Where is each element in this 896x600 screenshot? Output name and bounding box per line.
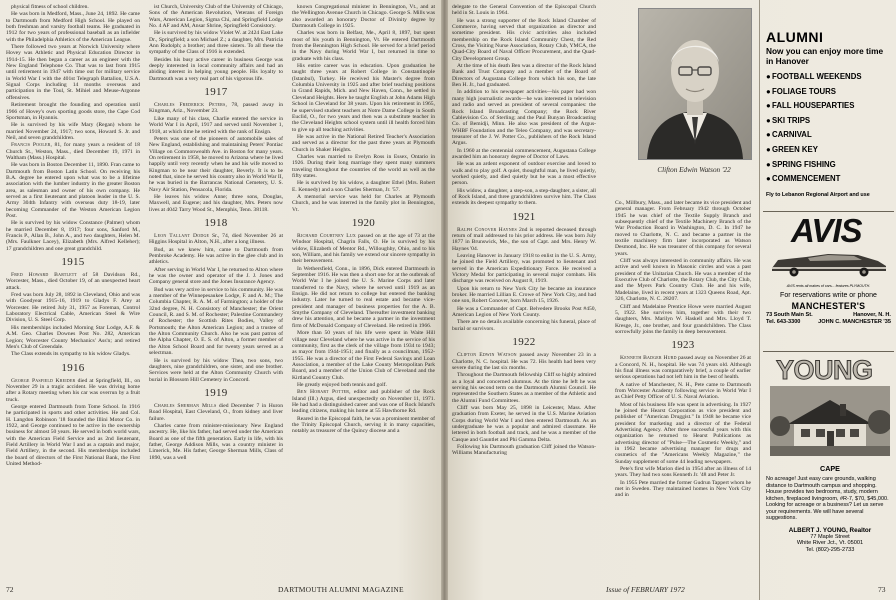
young-phone: Tel. (802)-295-2733 [805,546,855,553]
paragraph [149,4,283,29]
class-year-heading: 1920 [351,217,376,229]
paragraph [292,134,435,153]
photo-caption: Clifton Edwin Watson '22 [657,166,731,174]
paragraph-text: The Class extends its sympathy to his widow Gladys. [11,351,131,358]
paragraph [615,355,751,380]
paragraph-text: He is survived by his widow Violet W. at 2424 East Lake Dr., Springfield; a son Michael Z.; a daughter, Mrs. Patricia Ann Rudolph; a brother; and three sisters. To all these the sympathy of the Class of 1916 is extended. [149,30,283,56]
paragraph [292,154,435,179]
ad-alumni-list [766,70,891,187]
bullet-icon: ● [766,174,771,184]
paragraph-text: He is survived by his widow Constance (Palmer) whom he married December 8, 1917; four sons, Sanford M., Francis P., Allan B., John A., and two daughters, Helen M. (Mrs. Faulkner Lacey), Elizabeth (Mrs. Alfred Kelleher); 17 grandchildren and one great grandchild. [6,220,140,252]
paragraph [452,89,596,146]
paragraph [6,404,140,467]
paragraph [6,220,140,252]
paragraph-text: At the time of his death Ben was a director of the Rock Island Bank and Trust Company and a member of the Board of Directors of Augustana College from which his son, the late Ben H. Jr., had graduated. [452,63,596,89]
column-right-2 [615,200,751,592]
paragraph-text: More than 50 years of his life were spent in Waite Hill village near Cleveland where he was active in the service of his community, first as the clerk of the village from 1934 to 1943; as mayor from 1944-1951; and finally as a councilman, 1952-1955. He was a director of the First Federal Savings and Loan Association, a member of the Lake County Metropolitan Park Board, and a member of the Union Club of Cleveland and the Kirtland Country Club. [292,330,435,381]
alumni-travel-ad [766,29,891,211]
paragraph-text: known Congregational minister in Bennington, Vt., and at the Wellington Avenue Church in Chicago. George S. Mills was also awarded an honorary Doctor of Divinity degree by Dartmouth College in 1925. [292,4,435,30]
paragraph [292,194,435,213]
paragraph-text: Most of his business life was spent in advertising. In 1927 he joined the Hearst Corporation as vice president and publisher of "American Druggist." In 1948 he became vice president for marketing and a director of the Federal Advertising Agency. After three successful years with this organization he returned to Hearst Publications as advertising director of "Pulse—The Cosmetic Weekly," and in 1962 became advertising manager for drugs and cosmetics of the "Americans Weekly Magazine," the Sunday supplement of some 44 leading newspapers. [615,401,751,465]
paragraph-text: He was active in the National Retired Teacher's Association and served as a director for the past three years at Plymouth Church in Shaker Heights. [292,133,435,153]
paragraph [452,444,596,457]
young-logo: YOUNG [776,355,873,385]
paragraph-text: His widow, a daughter, a step-son, a step-daughter, a sister, all of Rock Island, and three grandchildren survive him. The Class extends its deepest sympathy to them. [452,187,596,207]
paragraph-text: There are no details available concerning his funeral, place of burial or survivors. [452,319,596,332]
paragraph-text: Upon his return to New York City he became an insurance broker. He married Lillian E. Crowe of New York City, and had one son, Robert Conover, born March 15, 1926. [452,285,596,305]
class-year-heading: 1919 [204,386,228,399]
paragraph-text: Besides his busy active career in business George was deeply interested in local community affairs and had an abiding interest in helping young people. His loyalty to Dartmouth was a very real part of his vigorous life. [149,56,283,82]
bullet-icon: ● [766,115,771,125]
paragraph-text: In Wethersfield, Conn., in 1896, Dick entered Dartmouth in September 1916. He was then a short one for at the outbreak of World War I he joined the U. S. Marine Corps and later transferred to the Navy, where he served until 1919 as an Ensign. He did not return to college but entered the banking industry. Later he turned to real estate and became vice-president and manager of business properties for the A. B. Smythe Company of Cleveland. Thereafter investment banking drew his attention, and he became a partner in the investment firm of McDonald Company of Cleveland. He retired in 1966. [292,265,435,329]
obituary-name: Fred Howard Bartlett [11,272,78,279]
paragraph [292,266,435,329]
magazine-title: DARTMOUTH ALUMNI MAGAZINE [278,585,404,594]
class-year-heading: 1923 [671,339,695,352]
paragraph-text: Pete's first wife Marion died in 1954 after an illness of 14 years. They had two sons Kenneth Jr. '48 and Peter Jr. [615,466,751,479]
class-year-heading: 1916 [61,361,85,374]
paragraph [292,4,435,29]
obituary-name: Charles Sherman Mills [154,402,217,409]
paragraph-text: Charles was born in Belfast, Me., April 8, 1897, but spent most of his youth in Bennington, Vt. He entered Dartmouth from the Bennington High School. He served for a brief period in the Navy during World War I, but returned in time to graduate with his class. [292,30,435,62]
page-number-left: 72 [6,585,14,594]
paragraph [615,480,751,499]
house-illustration [770,386,890,456]
obituary-name: Clifton Edwin Watson [457,352,517,359]
bullet-icon: ● [766,130,771,140]
paragraph-text: Co., Millbury, Mass., and later became its vice president and general manager. From February 1942 through October 1945 he was chief of the Textile Supply Branch and subsequently chief of the Textile Machinery Branch of the War Production Board in Washington, D. C. In 1947 he moved to Charlotte, N. C. and became a partner in the textile machinery firm later incorporated as Watson Desmond, Inc. He was treasurer of this company for several years. [615,200,751,257]
paragraph-text: In 1955 Pete married the former Gudrun Tappert whom he met in Sweden. They maintained homes in New York City and in [615,479,751,499]
paragraph [452,188,596,207]
paragraph [292,416,435,435]
list-item: ●FALL HOUSEPARTIES [766,99,891,114]
paragraph-text: delegate to the General Convention of the Episcopal Church held in St. Louis in 1964. [452,4,596,17]
paragraph-text: Cliff and Madelaine Prentice Howe were married August 5, 1922. She survives him, together with their two daughters, Mrs. Marilyn W. Haskell and Mrs. Lloyd T. Kresge, Jr., one brother, and four grandchildren. The Class sorrowfully joins the family in deep bereavement. [615,303,751,335]
paragraph-text: In addition to his newspaper activities—his paper had won many high journalistic awards—he was interested in television and radio and served as president of several companies: the Rock Island Broadcasting Company; the Rock River Cablevision Co. of Sterling; and the Paul Bunyan Broadcasting Co. of Bemidji, Minn. He also was president of the Argus-WHBF Foundation and the Teleo Company, and was secretary-treasurer of the J. W. Potter Co., publishers of the Rock Island Argus. [452,89,596,147]
obituary-name: Richard Courtney Lux [297,233,357,239]
paragraph [6,142,140,161]
paragraph-text: He is survived by his widow, a daughter Ethel (Mrs. Robert E. Kennedy) and a son Charles Sherman, Jr. '57. [292,180,435,193]
paragraph [615,466,751,479]
advertisement-column [759,0,896,600]
page-number-right: 73 [878,585,886,594]
paragraph-text: He is survived by his wife Mary (Regan) whom he married November 24, 1917; two sons, Howard S. Jr. and Neil, and seven grandchildren. [6,122,140,141]
column-left-2 [149,4,283,582]
paragraph-text: He leaves his widow Anne; three sons, Douglas, Maxwell, and Eugene; and his daughter, Mrs. Peters now lives at 4042 Tarry Wood St., Memphis, Tenn. 38118. [149,193,283,213]
paragraph-text: Fred was born July 28, 1892 in Cleveland, Ohio and was with Goodyear 1915-16, 1919 to Gladys F. Arey at Worcester. He retired July 31, 1957 as Foreman, Control Laboratory Electrical Cable, American Steel & Wire Division, U. S. Steel Corp. [6,292,140,324]
obituary-name: Kenneth Badger Hurd [620,355,677,362]
paragraph-text: died at Springfield, Ill., on November 29 in a tragic accident. He was driving home after a Rotary meeting when his car was overrun by a fruit truck. [6,377,140,403]
paragraph [6,11,140,43]
paragraph-text: He was born in Medford, Mass., June 24, 1892. He came to Dartmouth from Medford High School. He played on both freshman and varsity football teams. He graduated in 1912 for two years of professional baseball as an infielder with the Philadelphia Athletics of the American League. [6,11,140,43]
paragraph [6,162,140,219]
ad-alumni-title: ALUMNI [766,29,824,45]
paragraph [452,4,596,17]
paragraph-text: A native of Manchester, N. H., Pete came to Dartmouth from Worcester Academy following service in World War I as Chief Petty Officer of U. S. Naval Aviation. [615,381,751,401]
bullet-icon: ● [766,144,771,154]
paragraph-text: He was born in Boston December 11, 1890. Fran came to Dartmouth from Boston Latin School. On receiving his B.A. degree he entered upon what was to be a lifetime association with the lumber industry in the greater Boston area, as salesman and owner of his own company. He served as a first lieutenant and platoon leader in the U. S. Army 304th Infantry with overseas duty 18-19, later becoming Commander of the Weston American Legion Post. [6,162,140,219]
paragraph [292,389,435,414]
paragraph-text: Cliff was always interested in community affairs. He was active and well known in Masonic circles and was a past president of the Unitarian Church. He was a member of the Executive Club of Charlotte, the Rotary Club, the City Club, and the Myers Park Country Club. He and his wife, Madelaine, lived in recent years at 1323 Queens Road, Apt. 326, Charlotte, N. C. 28207. [615,258,751,303]
paragraph [452,161,596,186]
class-year-heading: 1915 [61,256,85,269]
paragraph-text: 78, passed away in Kingman, Ariz., November 23. [149,102,283,115]
portrait-photo [638,8,752,160]
paragraph-text: There followed two years at Norwich University where Hovey was Athletic and Physical Education Director in 1914-15. He then began a career as an engineer with the New England Telephone Co. That was to last from 1915 until retirement in 1947 with time out for military service in World War I with the 401st Telegraph Battalion, U.S.A. Signal Corps including 14 months overseas and participation in the Toul, St. Mihiel and Meuse-Argonne offensives. [6,44,140,101]
list-item: ●SPRING FISHING [766,158,891,173]
paragraph [452,253,596,285]
paragraph-text: Reared in the Episcopal faith, he was a prominent member of the Trinity Episcopal Church, serving it in many capacities, notably as treasurer of the Quincy diocese and a [292,415,435,435]
paragraph [6,272,140,291]
paragraph-text: Sr., 74, died November 26 at Higgins Hospital in Alton, N.H., after a long illness. [149,232,283,246]
paragraph-text: In 1960 at the centennial commencement, Augustana College awarded him an honorary degree of Doctor of Laws. [452,147,596,160]
paragraph-text: His entire career was in education. Upon graduation he taught three years at Robert College in Constantinople (Istanbul), Turkey. He received his Master's degree from Columbia University in 1925 and after brief teaching positions in Grand Rapids, Mich. and New Haven, Conn., he settled in Cleveland Heights. Here he taught English at John Adams High School in Cleveland for 38 years. Upon his retirement in 1965, he supervised student teachers at Notre Dame College in South Euclid, O., for two years and then was a substitute teacher in the Cleveland Heights school system until ill health forced him to give up all teaching activities. [292,63,435,133]
avis-reservations: For reservations write or phone [780,292,877,299]
paragraph-text: He was a strong supporter of the Rock Island Chamber of Commerce, having served that organization as director and sometime president. His civic activities also included membership on the Rock Island Community Chest, the Red Cross, the Visiting Nurse Association, Rotary Club, YMCA, the Quad-City Board of Naval Officer Procurement, and the Quad-City Development Group. [452,17,596,62]
list-item: ●FOOTBALL WEEKENDS [766,70,891,85]
paragraph-text: Bud, as we knew him, came to Dartmouth from Pembroke Academy. He was active in the glee club and in athletics. [149,246,283,266]
paragraph-text: Throughout the Dartmouth fellowship Cliff so highly admired as a loyal and concerned alumnus. At the time he left he was serving his second term on the Dartmouth Alumni Council. He represented the Southern States as a member of the Athletic and the Alumni Fund Committees. [452,372,596,404]
class-year-heading: 1921 [512,210,536,223]
paragraph [452,63,596,88]
avis-fine-print: AVIS rents all makes of cars... features PLYMOUTH. [786,284,871,288]
young-realty-ad [766,356,894,600]
young-realtor-name: ALBERT J. YOUNG, Realtor [788,526,872,534]
portrait-illustration [639,9,751,159]
obituary-name: Ralph Conover Haynes [457,226,517,233]
obituary-name: Charles Frederick Peters, [154,102,228,109]
list-item: ●SKI TRIPS [766,114,891,129]
paragraph [149,287,283,357]
paragraph [6,44,140,101]
paragraph [149,30,283,55]
paragraph-text: Like many of his class, Charlie entered the service in World War I in April, 1917 and served until November 1, 1918, at which time he retired with the rank of Ensign. [149,115,283,135]
paragraph [292,330,435,381]
car-illustration [766,248,891,278]
paragraph [452,372,596,404]
paragraph-text: A memorial service was held for Charles at Plymouth Church, and he was interred in the family plot in Bennington, Vt. [292,193,435,213]
avis-address [766,312,891,318]
paragraph-text: physical fitness of school children. [11,4,89,10]
obituary-name: Ben Hobart Potter, [297,389,351,396]
paragraph-text: 81, for many years a resident of 18 Church St., Weston, Mass., died December 19, 1971 in Waltham (Mass.) Hospital. [6,142,140,161]
paragraph-text: Bud was very active in service to his community. He was a member of the Winnepesaukee Lodge, F. and A. M.; The Columbia Chapter, R. A. M. of Farmington; a holder of the 32nd degree, N. H. Consistory of Manchester; the Orient Council, R. and S. M. of Rochester; Palestine Commandery of Rochester; the Scottish Rites Bodies, Valley of Portsmouth; the Alton American Legion; and a trustee of the Alton Community Church. Also he was past patron of the Alpha Chapter, O. E. S. of Alton, a former member of the Alton School Board and for twenty years served as a selectman. [149,286,283,357]
paragraph [149,403,283,422]
young-description: No acreage! Just easy care grounds, walking distance to Dartmouth campus and shopping. House provides two bedrooms, study, modern kitchen, fireplaced livingroom, #R-7, $70, $45,000. Looking for acreage or a business? Let us serve your requirements. We will have several suggestions. [766,476,889,521]
paragraph [615,200,751,257]
paragraph [6,102,140,121]
paragraph [452,18,596,62]
paragraph [6,378,140,403]
gutter [441,0,448,600]
column-right-1 [452,4,596,582]
paragraph [452,227,596,252]
list-item: ●COMMENCEMENT [766,172,891,187]
bullet-icon: ● [766,86,771,96]
paragraph [452,148,596,161]
paragraph [6,351,140,357]
paragraph-text: passed away November 23 in a Charlotte, N. C. hospital. He was 72. His health had been very severe during the last six months. [452,352,596,371]
paragraph [292,63,435,133]
paragraph-text: Charles came from minister-missionary New England ancestry. He, like his father, had served under the American Board as one of the fifth generation. Early in life, with his father, George Addison Mills, was a country minister in Limerick, Me. His father, George Sherman Mills, Class of 1890, was a well [149,422,283,461]
paragraph [149,358,283,383]
paragraph-text: He was an ardent exponent of outdoor exercise and loved to walk and to play golf. A quiet, thoughtful man, he lived quietly, worked quietly, and died quietly but he was a most effective person. [452,161,596,187]
ad-alumni-subtitle: Now you can enjoy more time in Hanover [766,46,884,66]
bullet-icon: ● [766,159,771,169]
column-left-1 [6,4,140,582]
paragraph-text: He greatly enjoyed both tennis and golf. [297,381,387,388]
obituary-name: Leon Tallant Dodge [154,232,210,239]
paragraph-text: George entered Dartmouth from Tome School. In 1916 he participated in sports and other activities. He and Col. H. Langdon Robinson '18 founded the Illini Motor Co. in 1922, and George continued to be active in the ownership business for almost 50 years. He served in both world wars, with the American Field Service and as 2nd lieutenant, Field Artillery in World War I and as a captain and major, Field Artillery, in the second. His memberships included the board of directors of the First National Bank, the First United Method- [6,403,140,467]
paragraph [6,122,140,141]
column-left-3 [292,4,435,582]
paragraph-text: Following his Dartmouth graduation Cliff joined the Watson-Williams Manufacturing [452,443,596,457]
paragraph [615,258,751,302]
class-year-heading: 1918 [204,216,228,229]
paragraph [452,286,596,305]
paragraph [149,116,283,135]
ad-divider [763,351,894,352]
paragraph-text: Retirement brought the founding and operation until 1966 of Hovey's own sporting goods store, the Cape Cod Sportsman, in Hyannis. [6,102,140,121]
paragraph [149,136,283,193]
paragraph [149,267,283,286]
paragraph [149,102,283,115]
avis-phone: Tel. 643-3300 [766,319,801,325]
paragraph [292,382,435,388]
paragraph [292,233,435,265]
list-item: ●CARNIVAL [766,128,891,143]
obituary-name: George Pasfield Kreider [11,377,76,384]
paragraph [6,4,140,10]
paragraph [292,30,435,62]
paragraph-text: died December 7 in Huron Road Hospital, East Cleveland, O., from kidney and liver failure. [149,402,283,422]
paragraph [452,319,596,332]
paragraph [149,194,283,213]
paragraph-text: Leaving Hanover in January 1918 to enlist in the U. S. Army, he joined the Field Artillery, was promoted to lieutenant and served in the American Expeditionary Force. He received a Victory Medal for participating in several major combats. His discharge was received on August 8, 1919. [452,253,596,285]
bullet-icon: ● [766,101,771,111]
paragraph-text: ist Church, University Club of the University of Chicago, Sons of the American Revolution, Veterans of Foreign Wars, American Legion, Sigma Chi, and Springfield Lodge No. 4 AF and AM, Ansar Shrine, Springfield Consistory. [149,4,283,30]
left-page [0,0,441,600]
paragraph-text: Peters was one of the pioneers of automobile sales of New England, establishing and maintaining Peters' Pontiac Village on Commonwealth Ave. in Boston for many years. On retirement in 1958, he moved to Arizona where he lived happily until very recently when he and his wife moved to Kingman to be near their daughter, Beverly. It is to be noted that, since he served his country also in World War II, he was buried in the Barrancas National Cemetery, U. S. Navy Air Station, Pensacola, Florida. [149,135,283,193]
paragraph-text: Cliff was born May 25, 1898 in Leicester, Mass. After graduation from Exeter, he served in the U.S. Marine Aviation Corps during World War I and then entered Dartmouth. As an undergraduate he was a popular and admired classmate. He lettered in both football and track, and he was a member of the Casque and Gauntlet and Phi Gamma Delta. [452,404,596,443]
avis-ad [766,214,891,346]
class-year-heading: 1922 [512,336,536,349]
avis-street: 73 South Main St. [766,312,813,318]
paragraph-text: His memberships included Morning Star Lodge, A.F. & A.M. Geo. Charles Downes Post No. 282, American Legion; Worcester County Mechanics' Ass'n; and retired Men's Club of Greendale. [6,324,140,350]
avis-town: Hanover, N. H. [853,312,891,318]
young-address-1: 77 Maple Street [810,533,850,540]
paragraph-text: Charles was married to Evelyn Ross in Essex, Ontario in 1926. During their long marriage they spent many summers traveling throughout the countries of the world as well as the fifty states. [292,153,435,179]
young-address-2: White River Jct., Vt. 05001 [796,540,864,546]
paragraph-text: He was a Commander of Capt. Belvedere Brooks Post #450, American Legion of New York County. [452,305,596,319]
bullet-icon: ● [766,72,771,81]
obituary-name: Francis Pooler, [11,142,53,149]
paragraph [615,382,751,401]
list-item: ●GREEN KEY [766,143,891,158]
paragraph-text: 2nd is reported deceased through return of mail addressed to his prior address. He was born July 1877 in Brunswick, Me., the son of Capt. and Mrs. Henry W. Haynes '04. [452,226,596,252]
paragraph [6,292,140,324]
avis-company: MANCHESTER'S [791,301,866,311]
paragraph [149,233,283,246]
avis-logo: AVIS [791,212,862,249]
paragraph [452,405,596,443]
paragraph-text: passed on at the age of 73 at the Windsor Hospital, Chagrin Falls, O. He is survived by his widow, Elizabeth of Mentor Rd., Willoughby, Ohio, and to his son, William, and his family we extend our sincere sympathy in their bereavement. [292,233,435,265]
avis-contact [766,319,891,325]
ad-alumni-footer: Fly to Lebanon Regional Airport and use [766,191,870,198]
young-cape-heading: CAPE [820,464,840,473]
avis-owner: JOHN C. MANCHESTER '35 [818,319,891,325]
paragraph-text: After serving in World War I, he returned to Alton where he was the owner and operator of the J. J. Jones and Company general store and the Jones Insurance Agency. [149,266,283,286]
paragraph [615,402,751,465]
paragraph-text: passed away on November 26 at a Concord, N. H., hospital. He was 74 years old. Although his final illness was comparatively brief, a couple of earlier serious operations had not left him in the best of health. [615,355,751,381]
paragraph [452,352,596,371]
class-year-heading: 1917 [204,86,228,99]
paragraph [615,304,751,336]
paragraph [149,423,283,461]
list-item: ●FOLIAGE TOURS [766,85,891,100]
paragraph [149,247,283,266]
paragraph [452,306,596,319]
paragraph-text: He is survived by his widow Thea, two sons, two daughters, nine grandchildren, one sister, and one brother. Services were held at the Alton Community Church with burial in Blossom Hill Cemetery in Concord. [149,357,283,383]
paragraph-text: editor and publisher of the Rock Island (Ill.) Argus, died unexpectedly on November 11, 1971. He had had a distinguished career and was one of Rock Island's leading citizens, making his home at 55 Hawthorne Rd. [292,389,435,415]
issue-date: Issue of FEBRUARY 1972 [606,585,685,594]
paragraph [292,180,435,193]
paragraph [149,57,283,82]
paragraph [6,325,140,350]
paragraph-text: of 58 Davidson Rd., Worcester, Mass., died October 19, of an unexpected heart attack. [6,272,140,291]
